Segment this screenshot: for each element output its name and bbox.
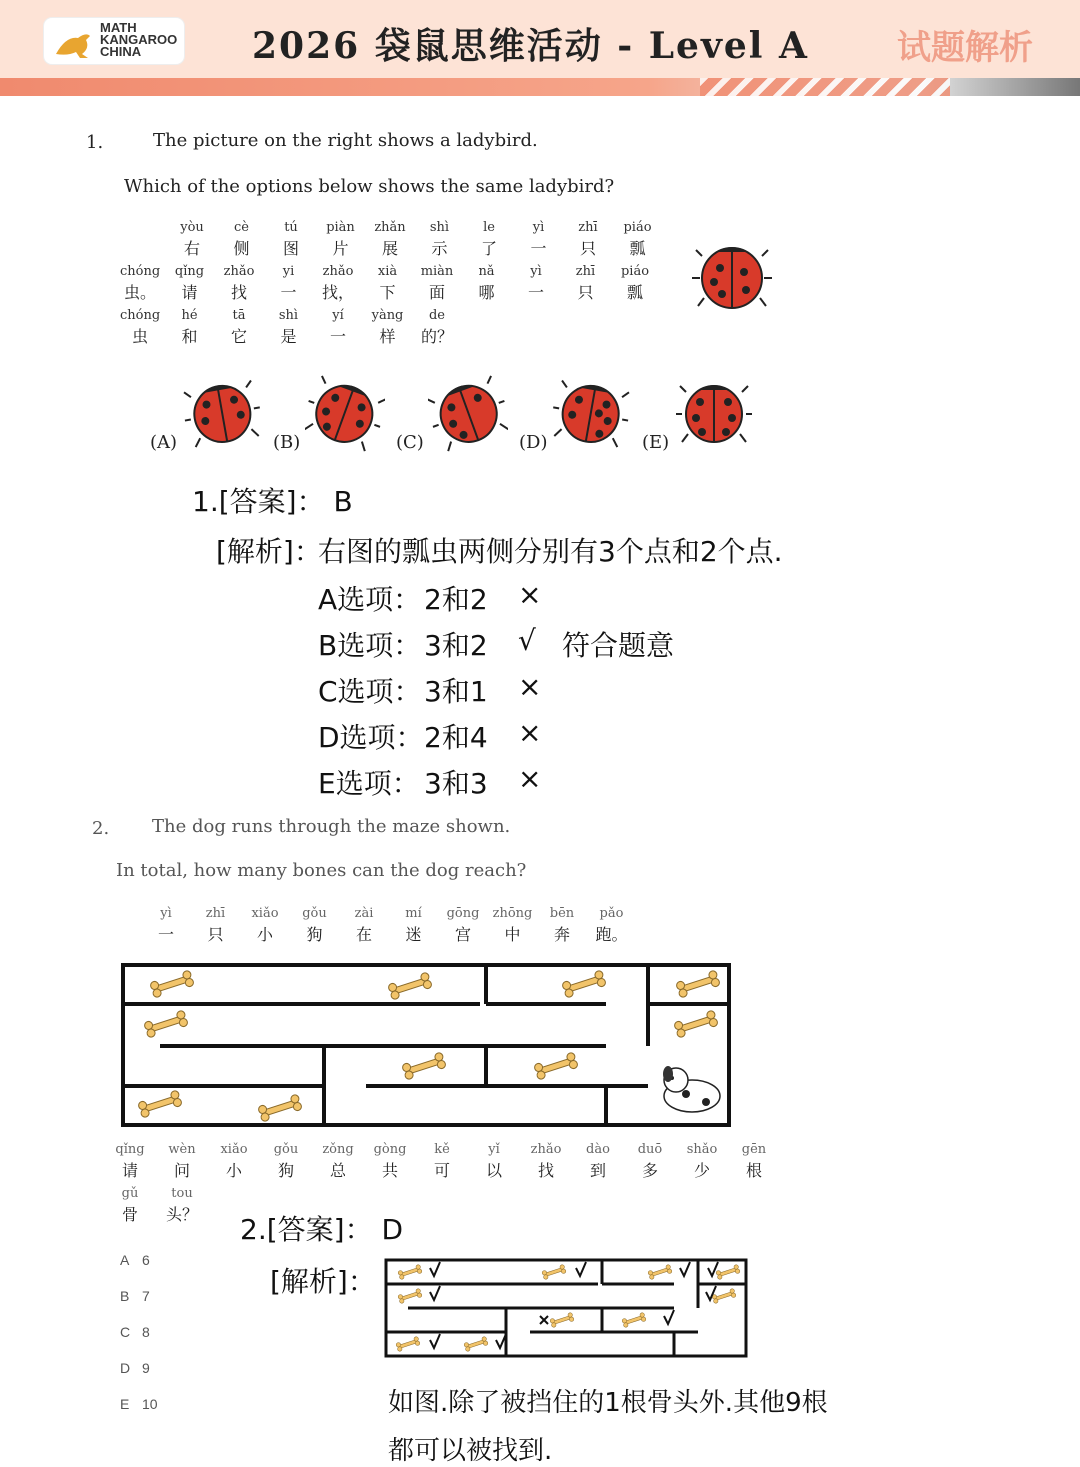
q2-hanzi: 狗 (277, 1161, 294, 1180)
option-ladybird[interactable] (182, 372, 262, 452)
q2-hanzi: 问 (173, 1161, 190, 1180)
option-ladybird[interactable] (674, 372, 754, 452)
q1-line-mark: × (518, 578, 542, 611)
q2-pinyin: kě (434, 1142, 450, 1157)
q1-pinyin: xià (377, 264, 398, 279)
q1-analysis-label: [解析]： (216, 535, 322, 568)
bone-icon (712, 1288, 737, 1304)
q2-hanzi: 一 (157, 925, 174, 944)
q1-hanzi: 只 (579, 239, 596, 258)
q1-pinyin: yí (332, 308, 344, 323)
bone-icon (150, 970, 195, 998)
q1-line-option: D选项： (318, 721, 424, 754)
q2-pinyin: yǐ (488, 1142, 500, 1157)
q1-hanzi: 虫。 (123, 283, 156, 302)
logo-text: MATH KANGAROO CHINA (100, 20, 178, 59)
q2-line2: In total, how many bones can the dog reach? (116, 860, 527, 881)
q1-line-mark: √ (518, 624, 536, 657)
choice-letter: B (120, 1288, 130, 1304)
q1-line-option: C选项： (318, 675, 422, 708)
q1-line-value: 3和1 (424, 675, 488, 708)
q1-line-value: 3和3 (424, 767, 488, 800)
option-ladybird[interactable] (551, 372, 631, 452)
bone-icon (534, 1052, 579, 1080)
q2-pinyin: zǒng (322, 1142, 354, 1157)
bone-icon (550, 1312, 575, 1328)
q2-hanzi: 请 (121, 1161, 138, 1180)
q1-hanzi: 的？ (420, 327, 453, 346)
q1-hanzi: 样 (379, 327, 396, 346)
choice-value: 6 (142, 1252, 150, 1268)
bone-icon (562, 970, 607, 998)
q1-answer: 1.[答案]： B (192, 485, 353, 518)
q2-hanzi: 小 (256, 925, 273, 944)
bone-icon (648, 1264, 673, 1280)
q2-pinyin: xiǎo (251, 906, 279, 921)
q2-pinyin: gǔ (121, 1186, 139, 1201)
q1-hanzi: 面 (428, 283, 445, 302)
q2-hanzi: 头？ (165, 1205, 198, 1224)
bone-icon (396, 1336, 421, 1352)
q2-pinyin: gǒu (302, 906, 327, 921)
q1-pinyin: zhǎn (374, 220, 406, 235)
q1-pinyin: miàn (420, 264, 454, 279)
bone-icon (144, 1010, 189, 1038)
q1-hanzi: 侧 (233, 239, 250, 258)
option-label: (B) (273, 432, 301, 453)
q1-analysis: 右图的瓢虫两侧分别有3个点和2个点. (318, 535, 783, 568)
reference-ladybird (692, 236, 772, 316)
bone-icon (138, 1090, 183, 1118)
bone-icon (464, 1336, 489, 1352)
q2-hanzi: 共 (381, 1161, 398, 1180)
bone-icon (674, 1010, 719, 1038)
q1-hanzi: 哪 (478, 283, 495, 302)
q1-pinyin: de (428, 308, 445, 323)
q1-pinyin: piáo (620, 264, 650, 279)
q2-pinyin: xiǎo (220, 1142, 248, 1157)
q2-analysis-line2: 都可以被找到. (388, 1436, 553, 1466)
choice-value: 7 (142, 1288, 150, 1304)
q2-pinyin: zhōng (492, 906, 533, 921)
q1-pinyin: yòu (180, 220, 204, 235)
q1-pinyin: shì (429, 220, 450, 235)
q1-pinyin: le (483, 220, 495, 235)
q2-hanzi: 找 (537, 1161, 554, 1180)
q1-pinyin: chóng (120, 264, 161, 279)
q1-pinyin: yì (530, 264, 542, 279)
q2-pinyin: zài (354, 906, 374, 921)
q2-hanzi: 骨 (121, 1205, 138, 1224)
bone-icon (398, 1264, 423, 1280)
bone-icon (676, 970, 721, 998)
q1-line1: The picture on the right shows a ladybird. (153, 130, 538, 151)
q1-pinyin: piàn (326, 220, 355, 235)
q1-pinyin: tā (232, 308, 246, 323)
q1-line-mark: × (518, 670, 542, 703)
q2-pinyin: mí (405, 906, 422, 921)
bone-icon (258, 1094, 303, 1122)
q1-pinyin: yàng (371, 308, 404, 323)
q1-hanzi: 它 (230, 327, 247, 346)
q1-hanzi: 一 (329, 327, 346, 346)
q2-pinyin: wèn (168, 1142, 196, 1157)
q2-answer: 2.[答案]： D (240, 1213, 404, 1246)
q1-hanzi: 下 (379, 283, 396, 302)
q2-pinyin: tou (171, 1186, 193, 1201)
q1-pinyin: chóng (120, 308, 161, 323)
q1-pinyin: zhǎo (322, 264, 354, 279)
option-label: (D) (519, 432, 548, 453)
bone-icon (402, 1052, 447, 1080)
q1-hanzi: 一 (527, 283, 544, 302)
q1-line-value: 3和2 (424, 629, 488, 662)
bone-icon (622, 1312, 647, 1328)
q1-hanzi: 图 (282, 239, 299, 258)
q1-line-note: 符合题意 (562, 629, 675, 662)
bone-icon (398, 1288, 423, 1304)
q1-line-mark: × (518, 716, 542, 749)
kangaroo-logo-icon (52, 26, 96, 60)
maze-annotated (384, 1258, 748, 1358)
option-ladybird[interactable] (305, 372, 385, 452)
q2-hanzi: 根 (745, 1161, 762, 1180)
q1-pinyin: yì (532, 220, 545, 235)
q1-line-option: A选项： (318, 583, 422, 616)
q2-hanzi: 到 (589, 1161, 606, 1180)
q1-hanzi: 找 (230, 283, 247, 302)
q1-hanzi: 一 (280, 283, 297, 302)
q1-line-value: 2和2 (424, 583, 488, 616)
q2-hanzi: 多 (641, 1161, 658, 1180)
q1-pinyin: yi (282, 264, 295, 279)
q1-hanzi: 一 (530, 239, 547, 258)
q2-analysis-label: [解析]： (270, 1265, 376, 1298)
q1-line2: Which of the options below shows the same ladybird? (124, 176, 615, 197)
choice-value: 8 (142, 1324, 150, 1340)
option-label: (A) (150, 432, 178, 453)
q1-number: 1. (86, 132, 104, 153)
q2-hanzi: 只 (207, 925, 224, 944)
q2-pinyin: yì (160, 906, 172, 921)
q1-pinyin: cè (234, 220, 249, 235)
maze (120, 962, 732, 1130)
q2-pinyin: gōng (446, 906, 480, 921)
header-stripe-pattern (700, 78, 950, 96)
q1-hanzi: 了 (480, 239, 497, 258)
q2-pinyin: zhǎo (530, 1142, 562, 1157)
q2-hanzi: 跑。 (595, 925, 628, 944)
q2-hanzi: 宫 (454, 925, 471, 944)
q2-hanzi: 小 (225, 1161, 242, 1180)
header-tag: 试题解析 (897, 28, 1033, 68)
q1-hanzi: 瓢 (626, 283, 643, 302)
dog-icon (663, 1066, 720, 1112)
q2-pinyin: pǎo (599, 906, 624, 921)
q2-hanzi: 总 (329, 1161, 346, 1180)
q1-hanzi: 只 (577, 283, 594, 302)
q2-pinyin: duō (637, 1142, 663, 1157)
q1-line-option: B选项： (318, 629, 422, 662)
option-label: (C) (396, 432, 424, 453)
q2-pinyin: gēn (741, 1142, 767, 1157)
q2-pinyin: zhī (205, 906, 226, 921)
q2-hanzi: 在 (355, 925, 372, 944)
q2-analysis-line1: 如图.除了被挡住的1根骨头外.其他9根 (388, 1388, 828, 1418)
q1-pinyin: shì (278, 308, 299, 323)
q1-pinyin: piáo (623, 220, 652, 235)
q1-hanzi: 虫 (131, 327, 148, 346)
q1-hanzi: 找， (321, 283, 354, 302)
choice-value: 9 (142, 1360, 150, 1376)
page-title: 2026 袋鼠思维活动 - Level A (252, 25, 809, 67)
q2-hanzi: 奔 (553, 925, 570, 944)
q1-pinyin: tú (284, 220, 298, 235)
q2-pinyin: shǎo (686, 1142, 718, 1157)
q2-pinyin: gòng (373, 1142, 407, 1157)
option-ladybird[interactable] (428, 372, 508, 452)
q1-hanzi: 请 (181, 283, 198, 302)
q1-line-mark: × (518, 762, 542, 795)
q2-number: 2. (92, 818, 110, 839)
choice-value: 10 (142, 1396, 158, 1412)
q2-pinyin: dào (586, 1142, 610, 1157)
q1-hanzi: 示 (431, 239, 448, 258)
q1-pinyin: zhī (575, 264, 596, 279)
option-label: (E) (642, 432, 670, 453)
q1-line-value: 2和4 (424, 721, 488, 754)
choice-letter: E (120, 1396, 130, 1412)
q2-pinyin: qǐng (115, 1142, 145, 1157)
q2-hanzi: 中 (504, 925, 521, 944)
q1-pinyin: hé (181, 308, 198, 323)
q2-hanzi: 少 (693, 1161, 710, 1180)
q2-pinyin: gǒu (273, 1142, 299, 1157)
q2-hanzi: 狗 (306, 925, 323, 944)
q1-pinyin: qǐng (174, 264, 205, 279)
bone-icon (716, 1264, 741, 1280)
bone-icon (542, 1264, 567, 1280)
q2-hanzi: 以 (485, 1161, 502, 1180)
q1-hanzi: 片 (332, 239, 349, 258)
choice-letter: C (120, 1324, 131, 1340)
q1-pinyin: zhī (578, 220, 598, 235)
q1-hanzi: 右 (183, 239, 200, 258)
choice-letter: D (120, 1360, 131, 1376)
q2-hanzi: 可 (433, 1161, 450, 1180)
q2-hanzi: 迷 (405, 925, 422, 944)
choice-letter: A (120, 1252, 130, 1268)
q1-hanzi: 是 (280, 327, 297, 346)
q1-pinyin: zhǎo (223, 264, 255, 279)
bone-icon (388, 972, 433, 1000)
q1-pinyin: nǎ (478, 264, 495, 279)
q1-hanzi: 瓢 (629, 239, 646, 258)
q2-line1: The dog runs through the maze shown. (152, 816, 511, 837)
q1-hanzi: 展 (381, 239, 398, 258)
q1-line-option: E选项： (318, 767, 420, 800)
q2-pinyin: bēn (549, 906, 575, 921)
q1-hanzi: 和 (181, 327, 198, 346)
